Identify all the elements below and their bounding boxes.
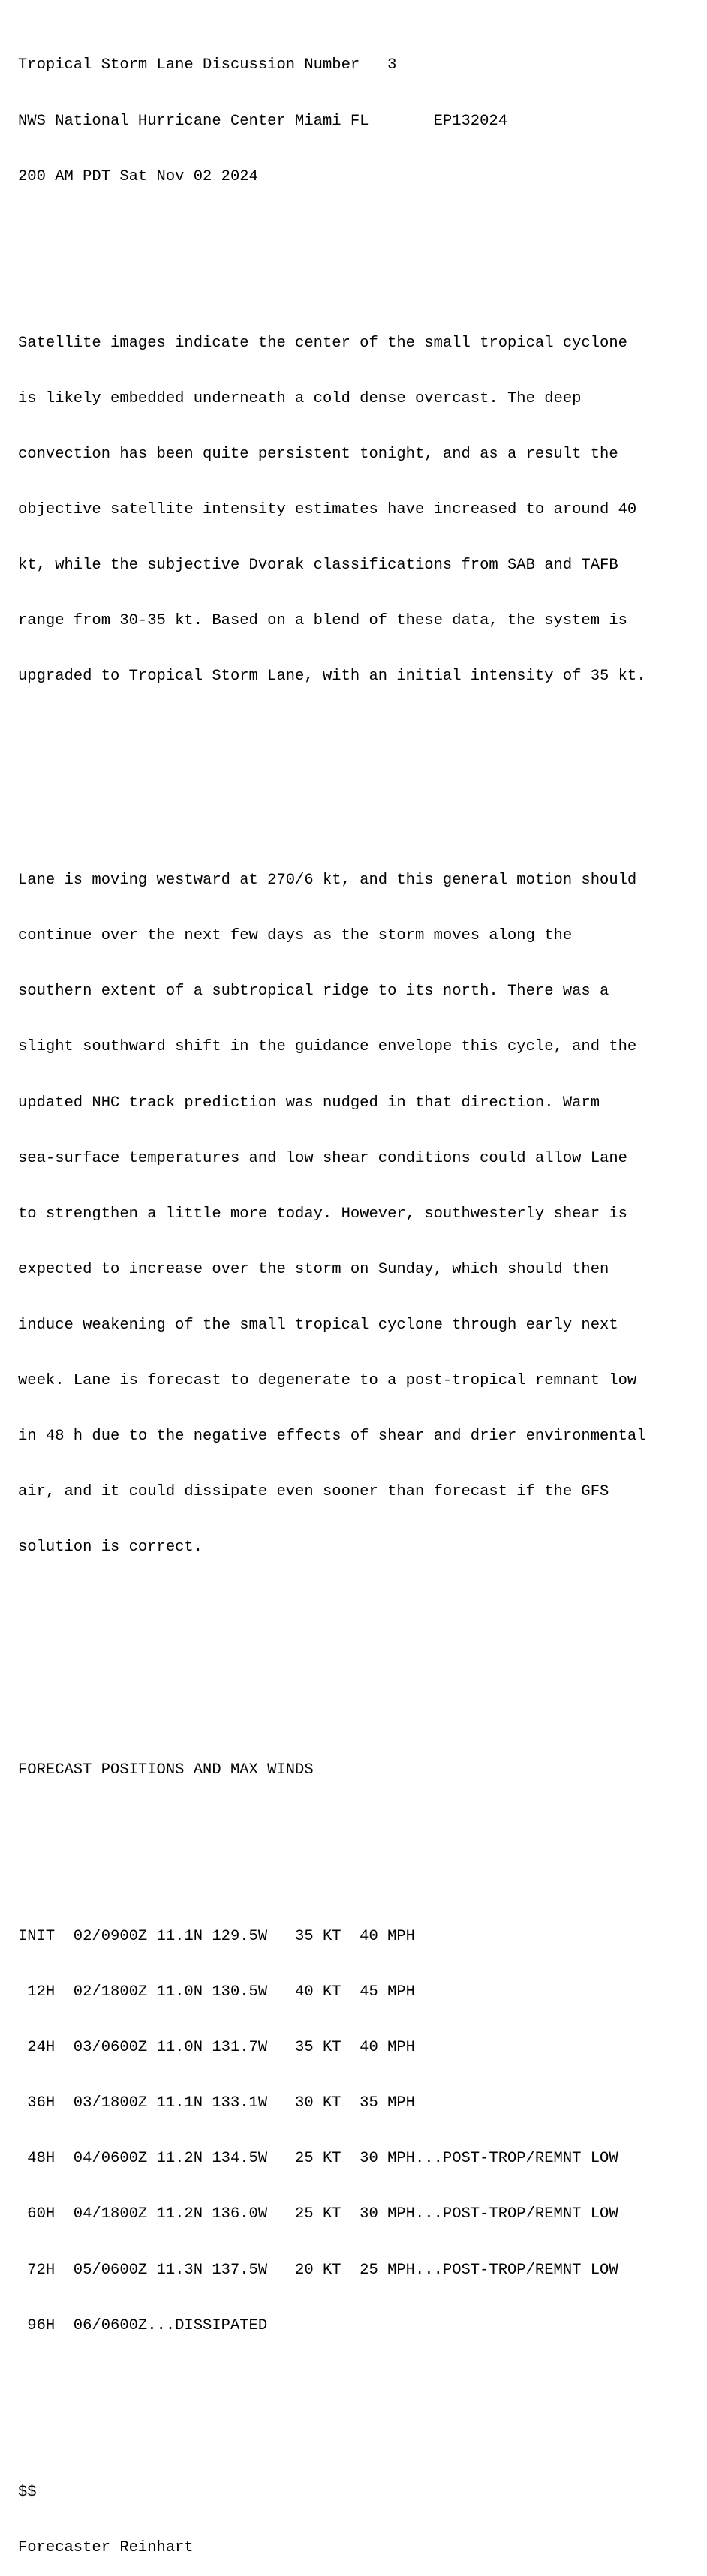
spacer <box>18 1687 701 1706</box>
paragraph-line: kt, while the subjective Dvorak classifications from SAB and TAFB <box>18 557 618 575</box>
paragraph-line: Satellite images indicate the center of the small tropical cyclone <box>18 334 627 352</box>
paragraph-line: Lane is moving westward at 270/6 kt, and this general motion should <box>18 872 637 890</box>
paragraph-line: convection has been quite persistent tonight, and as a result the <box>18 446 618 464</box>
paragraph-line: continue over the next few days as the storm moves along the <box>18 927 573 945</box>
spacer <box>18 224 701 242</box>
paragraph-line: upgraded to Tropical Storm Lane, with an initial intensity of 35 kt. <box>18 668 646 686</box>
spacer <box>18 1817 701 1836</box>
paragraph-line: sea-surface temperatures and low shear conditions could allow Lane <box>18 1149 627 1167</box>
paragraph-line: solution is correct. <box>18 1539 203 1557</box>
paragraph-line: updated NHC track prediction was nudged in that direction. Warm <box>18 1094 600 1112</box>
issuing-office: NWS National Hurricane Center Miami FL EP132024 <box>18 112 508 130</box>
paragraph-line: induce weakening of the small tropical cyclone through early next <box>18 1316 618 1334</box>
forecast-row: 72H 05/0600Z 11.3N 137.5W 20 KT 25 MPH...POST-TROP/REMNT LOW <box>18 2261 618 2279</box>
paragraph-satellite <box>18 297 701 723</box>
paragraph-line: objective satellite intensity estimates have increased to around 40 <box>18 501 637 519</box>
forecast-heading: FORECAST POSITIONS AND MAX WINDS <box>18 1761 314 1779</box>
forecast-table <box>18 1891 701 2373</box>
paragraph-line: to strengthen a little more today. However, southwesterly shear is <box>18 1205 627 1223</box>
forecast-row: 96H 06/0600Z...DISSIPATED <box>18 2316 268 2334</box>
forecaster-name: Forecaster Reinhart <box>18 2539 194 2557</box>
forecast-row: 60H 04/1800Z 11.2N 136.0W 25 KT 30 MPH...POST-TROP/REMNT LOW <box>18 2205 618 2223</box>
discussion-title: Tropical Storm Lane Discussion Number 3 <box>18 56 397 74</box>
paragraph-line: range from 30-35 kt. Based on a blend of these data, the system is <box>18 612 627 630</box>
spacer <box>18 761 701 779</box>
paragraph-line: week. Lane is forecast to degenerate to a post-tropical remnant low <box>18 1372 637 1389</box>
forecast-row: INIT 02/0900Z 11.1N 129.5W 35 KT 40 MPH <box>18 1927 415 1945</box>
forecast-row: 12H 02/1800Z 11.0N 130.5W 40 KT 45 MPH <box>18 1983 415 2001</box>
paragraph-line: in 48 h due to the negative effects of shear and drier environmental <box>18 1428 646 1446</box>
issue-time: 200 AM PDT Sat Nov 02 2024 <box>18 167 258 185</box>
forecast-row: 36H 03/1800Z 11.1N 133.1W 30 KT 35 MPH <box>18 2094 415 2112</box>
paragraph-line: expected to increase over the storm on Sunday, which should then <box>18 1260 609 1278</box>
paragraph-motion <box>18 835 701 1595</box>
paragraph-line: is likely embedded underneath a cold dense overcast. The deep <box>18 389 582 407</box>
spacer <box>18 1632 701 1650</box>
end-marker: $$ <box>18 2483 37 2501</box>
forecast-row: 48H 04/0600Z 11.2N 134.5W 25 KT 30 MPH...POST-TROP/REMNT LOW <box>18 2150 618 2168</box>
forecast-row: 24H 03/0600Z 11.0N 131.7W 35 KT 40 MPH <box>18 2039 415 2057</box>
discussion-document <box>18 20 701 2576</box>
paragraph-line: southern extent of a subtropical ridge to its north. There was a <box>18 983 609 1001</box>
paragraph-line: slight southward shift in the guidance envelope this cycle, and the <box>18 1038 637 1056</box>
spacer <box>18 2409 701 2428</box>
paragraph-line: air, and it could dissipate even sooner than forecast if the GFS <box>18 1483 609 1501</box>
